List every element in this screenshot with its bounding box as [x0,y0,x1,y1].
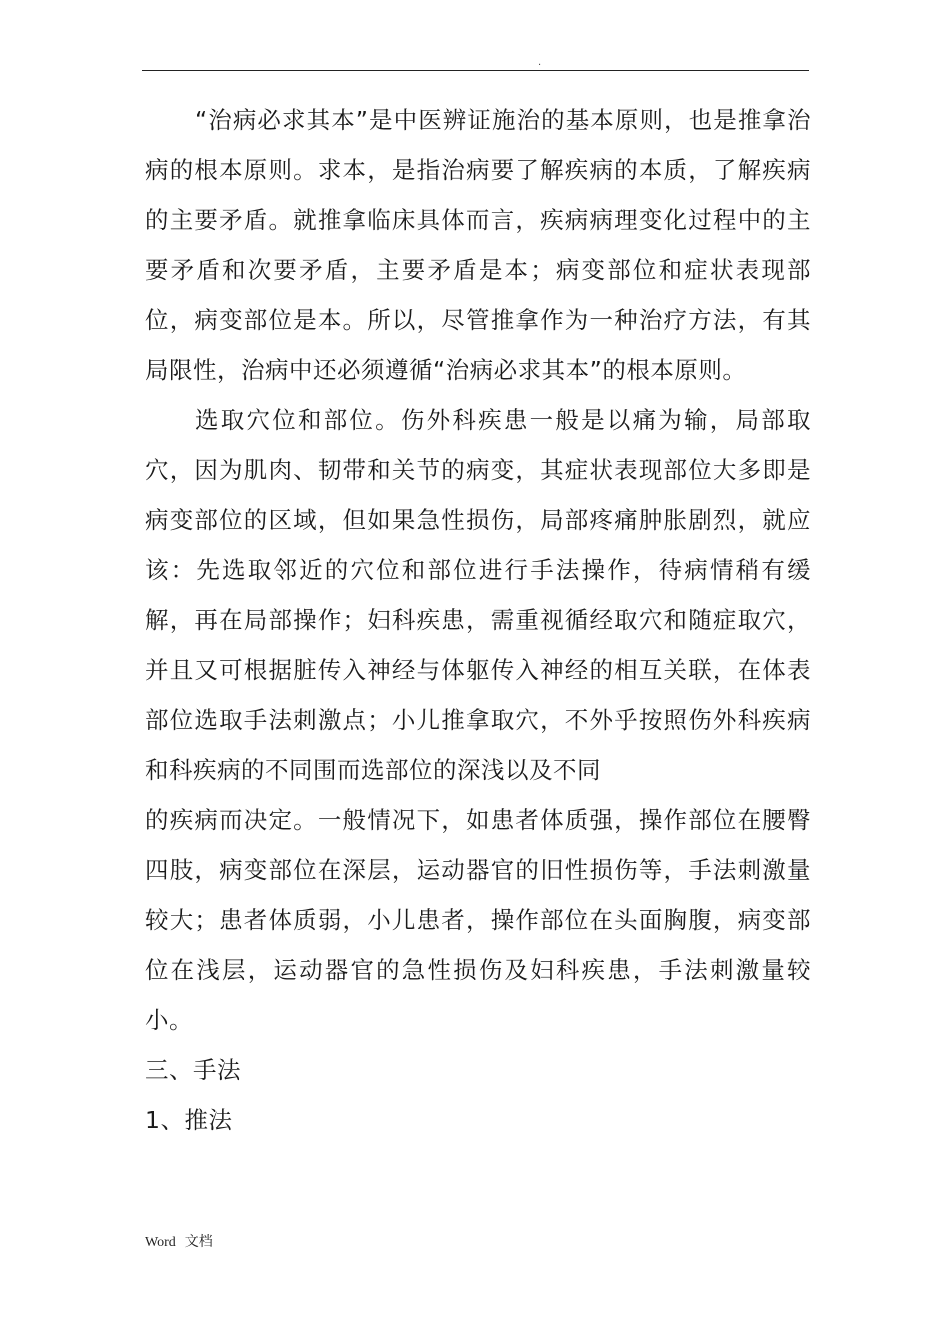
section-heading: 三、手法 [145,1056,241,1084]
subsection-heading: 1、推法 [145,1106,233,1134]
paragraph-treatment-principle: “治病必求其本”是中医辨证施治的基本原则，也是推拿治病的根本原则。求本，是指治病要了解疾病的本质，了解疾病的主要矛盾。就推拿临床具体而言，疾病病理变化过程中的主要矛盾和次要矛盾，主要矛盾是本；病变部位和症状表现部位，病变部位是本。所以，尽管推拿作为一种治疗方法，有其局限性，治病中还必须遵循“治病必求其本”的根本原则。 [145,106,811,384]
paragraph-acupoint-selection: 选取穴位和部位。伤外科疾患一般是以痛为输，局部取穴，因为肌肉、韧带和关节的病变，其症状表现部位大多即是病变部位的区域，但如果急性损伤，局部疼痛肿胀剧烈，就应该：先选取邻近的穴位和部位进行手法操作，待病情稍有缓解，再在局部操作；妇科疾患，需重视循经取穴和随症取穴，并且又可根据脏传入神经与体躯传入神经的相互关联，在体表部位选取手法刺激点；小儿推拿取穴，不外乎按照伤外科疾病和科疾病的不同围而选部位的深浅以及不同 [145,406,811,784]
paragraph-stimulation-intensity: 的疾病而决定。一般情况下，如患者体质强，操作部位在腰臀四肢，病变部位在深层，运动器官的旧性损伤等，手法刺激量较大；患者体质弱，小儿患者，操作部位在头面胸腹，病变部位在浅层，运动器官的急性损伤及妇科疾患，手法刺激量较小。 [145,806,811,1034]
footer-doc-label: 文档 [184,1234,213,1250]
header-rule [142,70,809,71]
document-body [145,95,811,1145]
header-mark: . [538,57,542,68]
page-footer [145,1233,213,1252]
footer-word-label: Word [145,1235,176,1250]
